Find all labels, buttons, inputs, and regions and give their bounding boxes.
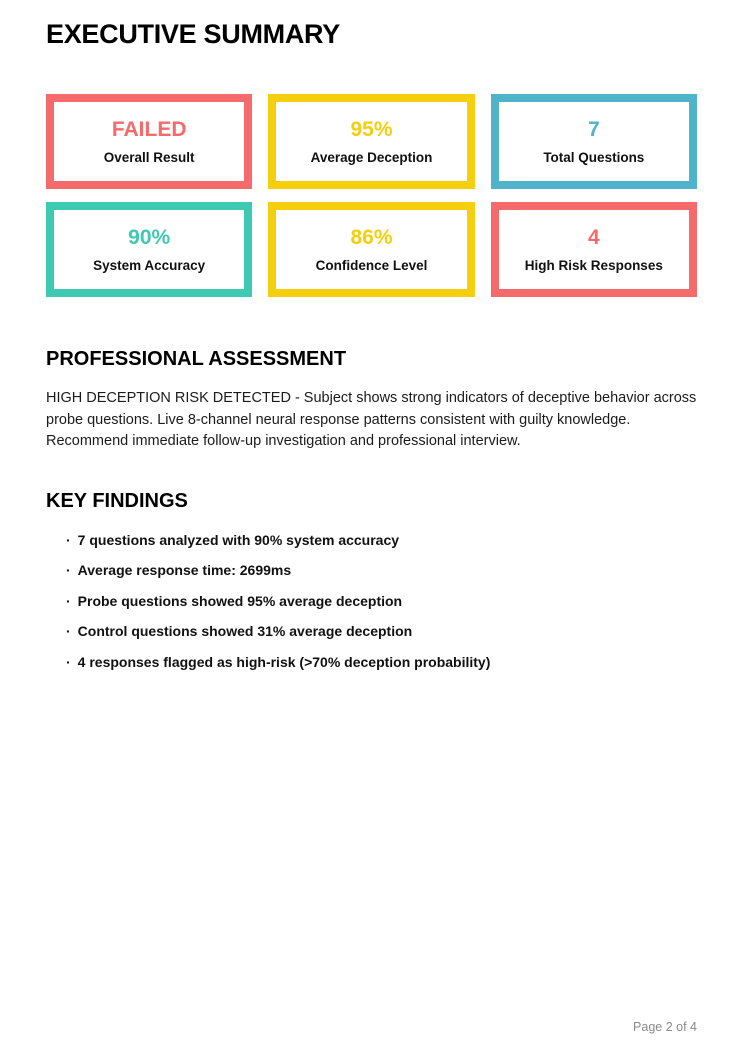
finding-text: Control questions showed 31% average deception	[77, 623, 413, 639]
finding-item	[66, 562, 697, 578]
professional-assessment-body: HIGH DECEPTION RISK DETECTED - Subject shows strong indicators of deceptive behavior across probe questions. Live 8-channel neural response patterns consistent with guilty knowledge. Recommend immediate follow-up investigation and professional interview.	[46, 390, 697, 449]
stat-value: FAILED	[111, 117, 187, 141]
bullet-icon: ·	[66, 562, 71, 578]
page-title: EXECUTIVE SUMMARY	[46, 19, 340, 49]
stat-label: System Accuracy	[93, 258, 206, 274]
stat-card-grid	[46, 94, 697, 297]
professional-assessment-heading: PROFESSIONAL ASSESSMENT	[46, 348, 347, 370]
stat-label: Overall Result	[103, 150, 195, 166]
finding-text: 7 questions analyzed with 90% system accuracy	[77, 531, 400, 548]
stat-card-average-deception	[268, 94, 474, 189]
stat-card-overall-result	[46, 94, 252, 189]
finding-item	[66, 654, 697, 670]
stat-card-high-risk-responses	[491, 202, 697, 297]
key-findings-list	[46, 532, 697, 670]
bullet-icon: ·	[66, 653, 71, 670]
key-findings-heading: KEY FINDINGS	[46, 489, 188, 512]
stat-value: 86%	[350, 225, 393, 249]
stat-card-system-accuracy	[46, 202, 252, 297]
page-number: Page 2 of 4	[633, 1020, 697, 1034]
stat-value: 4	[587, 225, 600, 249]
stat-card-confidence-level	[268, 202, 474, 297]
stat-value: 95%	[350, 117, 393, 141]
bullet-icon: ·	[66, 592, 71, 609]
stat-label: High Risk Responses	[524, 258, 663, 274]
finding-text: 4 responses flagged as high-risk (>70% deception probability)	[77, 653, 491, 670]
finding-text: Average response time: 2699ms	[77, 562, 292, 578]
report-page	[0, 19, 743, 670]
finding-item	[66, 532, 697, 548]
stat-value: 90%	[128, 225, 171, 249]
stat-label: Confidence Level	[315, 258, 428, 274]
bullet-icon: ·	[66, 623, 71, 639]
stat-value: 7	[587, 117, 600, 141]
finding-item	[66, 593, 697, 609]
stat-label: Total Questions	[543, 150, 645, 166]
finding-item	[66, 623, 697, 639]
stat-card-total-questions	[491, 94, 697, 189]
stat-label: Average Deception	[310, 150, 433, 166]
finding-text: Probe questions showed 95% average deception	[77, 592, 403, 609]
bullet-icon: ·	[66, 531, 71, 548]
